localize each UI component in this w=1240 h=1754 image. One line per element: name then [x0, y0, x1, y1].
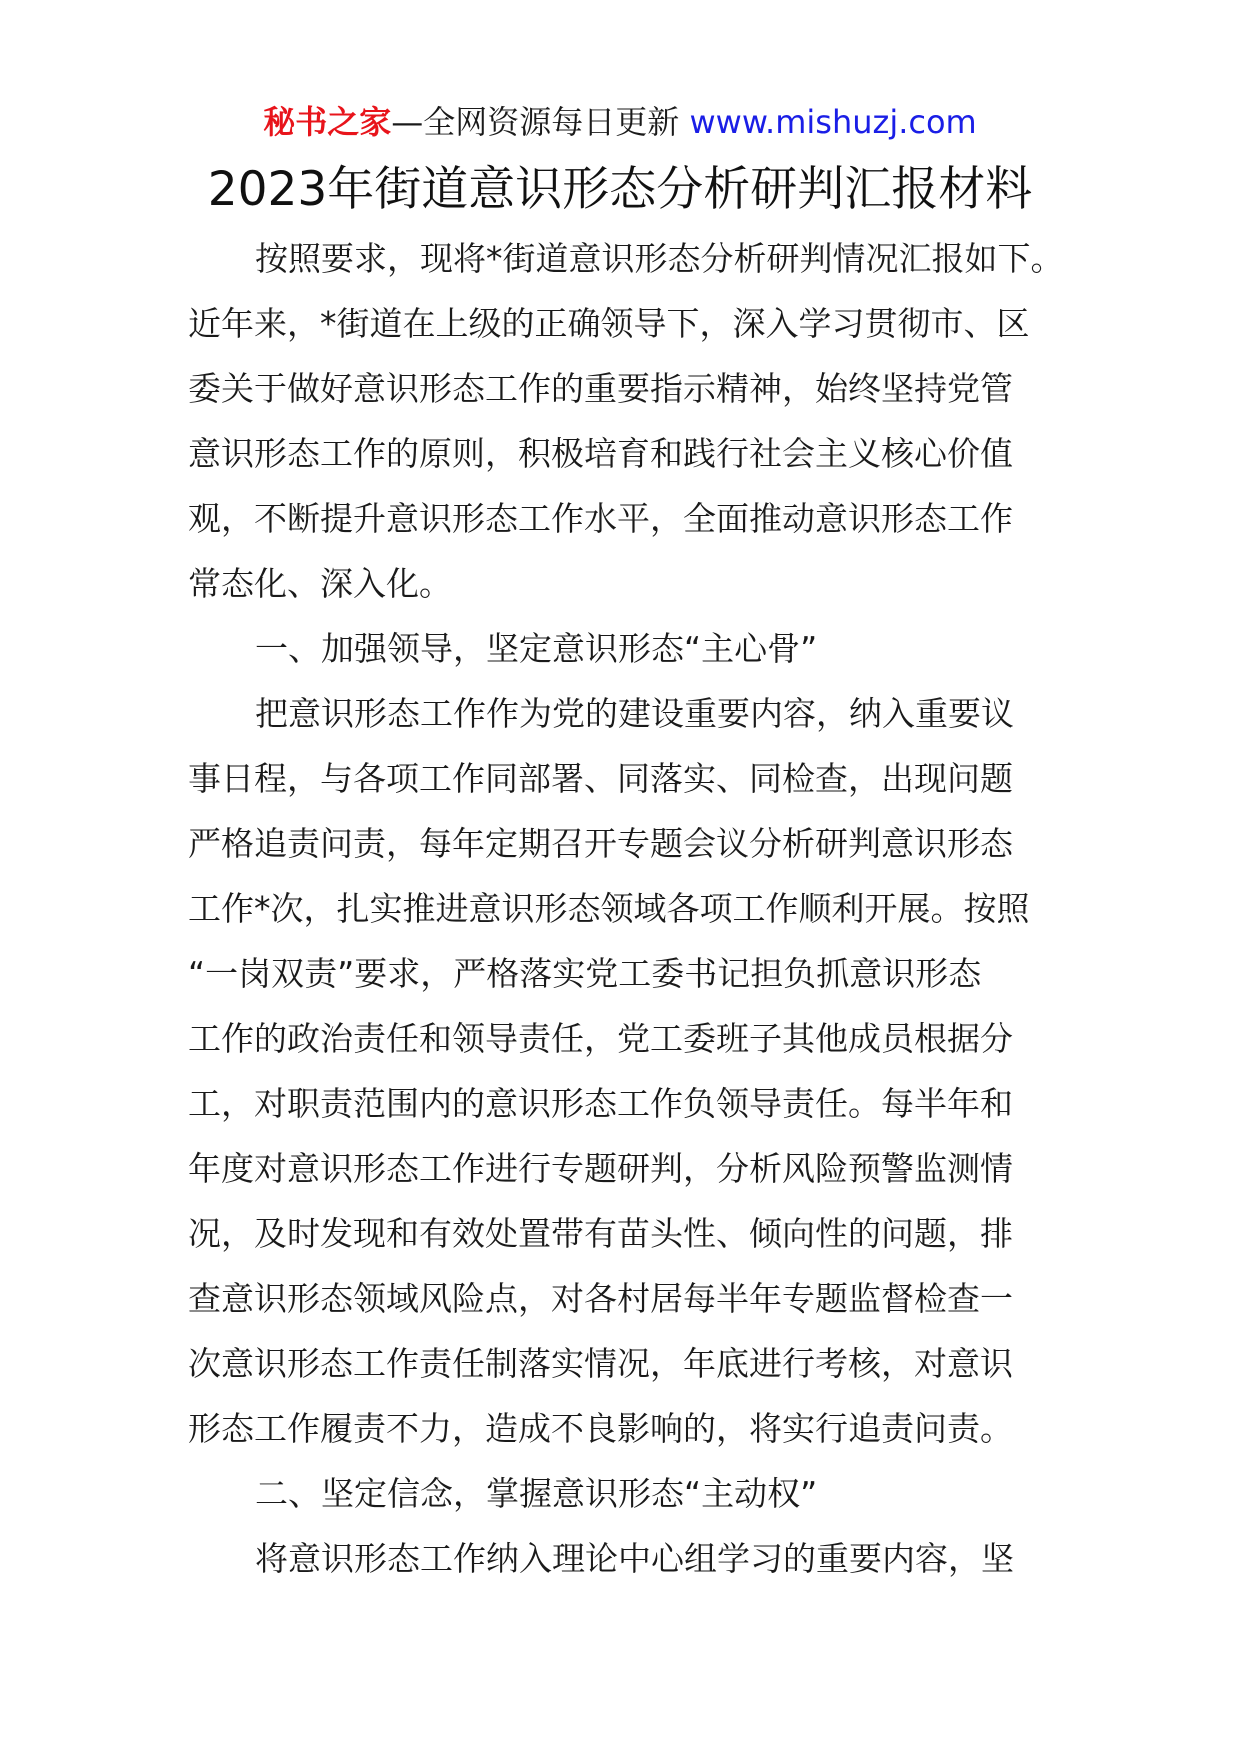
header-tagline: —全网资源每日更新: [391, 103, 680, 141]
document-body: [188, 226, 1068, 1591]
paragraph-line: 委关于做好意识形态工作的重要指示精神，始终坚持党管: [188, 369, 1013, 408]
paragraph-line: 近年来，*街道在上级的正确领导下，深入学习贯彻市、区: [188, 304, 1030, 343]
paragraph-line: 年度对意识形态工作进行专题研判，分析风险预警监测情: [188, 1149, 1013, 1188]
brand-name: 秘书之家: [263, 103, 392, 141]
section-heading: 一、加强领导，坚定意识形态“主心骨”: [255, 629, 818, 668]
paragraph-line: 次意识形态工作责任制落实情况，年底进行考核，对意识: [188, 1344, 1013, 1383]
paragraph-line: 况，及时发现和有效处置带有苗头性、倾向性的问题，排: [188, 1214, 1013, 1253]
section-heading: 二、坚定信念，掌握意识形态“主动权”: [255, 1474, 818, 1513]
paragraph-line: 事日程，与各项工作同部署、同落实、同检查，出现问题: [188, 759, 1013, 798]
paragraph-line: 观，不断提升意识形态工作水平，全面推动意识形态工作: [188, 499, 1013, 538]
paragraph-line: 意识形态工作的原则，积极培育和践行社会主义核心价值: [188, 434, 1013, 473]
paragraph-line: 按照要求，现将*街道意识形态分析研判情况汇报如下。: [255, 239, 1064, 278]
site-url[interactable]: www.mishuzj.com: [689, 103, 977, 141]
paragraph-line: 严格追责问责，每年定期召开专题会议分析研判意识形态: [188, 824, 1013, 863]
paragraph-line: 形态工作履责不力，造成不良影响的，将实行追责问责。: [188, 1409, 1013, 1448]
site-watermark-header: [0, 100, 1240, 144]
paragraph-line: 工作的政治责任和领导责任，党工委班子其他成员根据分: [188, 1019, 1013, 1058]
paragraph-line: “一岗双责”要求，严格落实党工委书记担负抓意识形态: [188, 954, 982, 993]
document-title: 2023年街道意识形态分析研判汇报材料: [207, 162, 1033, 217]
paragraph-line: 常态化、深入化。: [188, 564, 452, 603]
paragraph-line: 将意识形态工作纳入理论中心组学习的重要内容，坚: [255, 1539, 1014, 1578]
paragraph-line: 工，对职责范围内的意识形态工作负领导责任。每半年和: [188, 1084, 1013, 1123]
paragraph-line: 工作*次，扎实推进意识形态领域各项工作顺利开展。按照: [188, 889, 1030, 928]
paragraph-line: 查意识形态领域风险点，对各村居每半年专题监督检查一: [188, 1279, 1013, 1318]
paragraph-line: 把意识形态工作作为党的建设重要内容，纳入重要议: [255, 694, 1014, 733]
